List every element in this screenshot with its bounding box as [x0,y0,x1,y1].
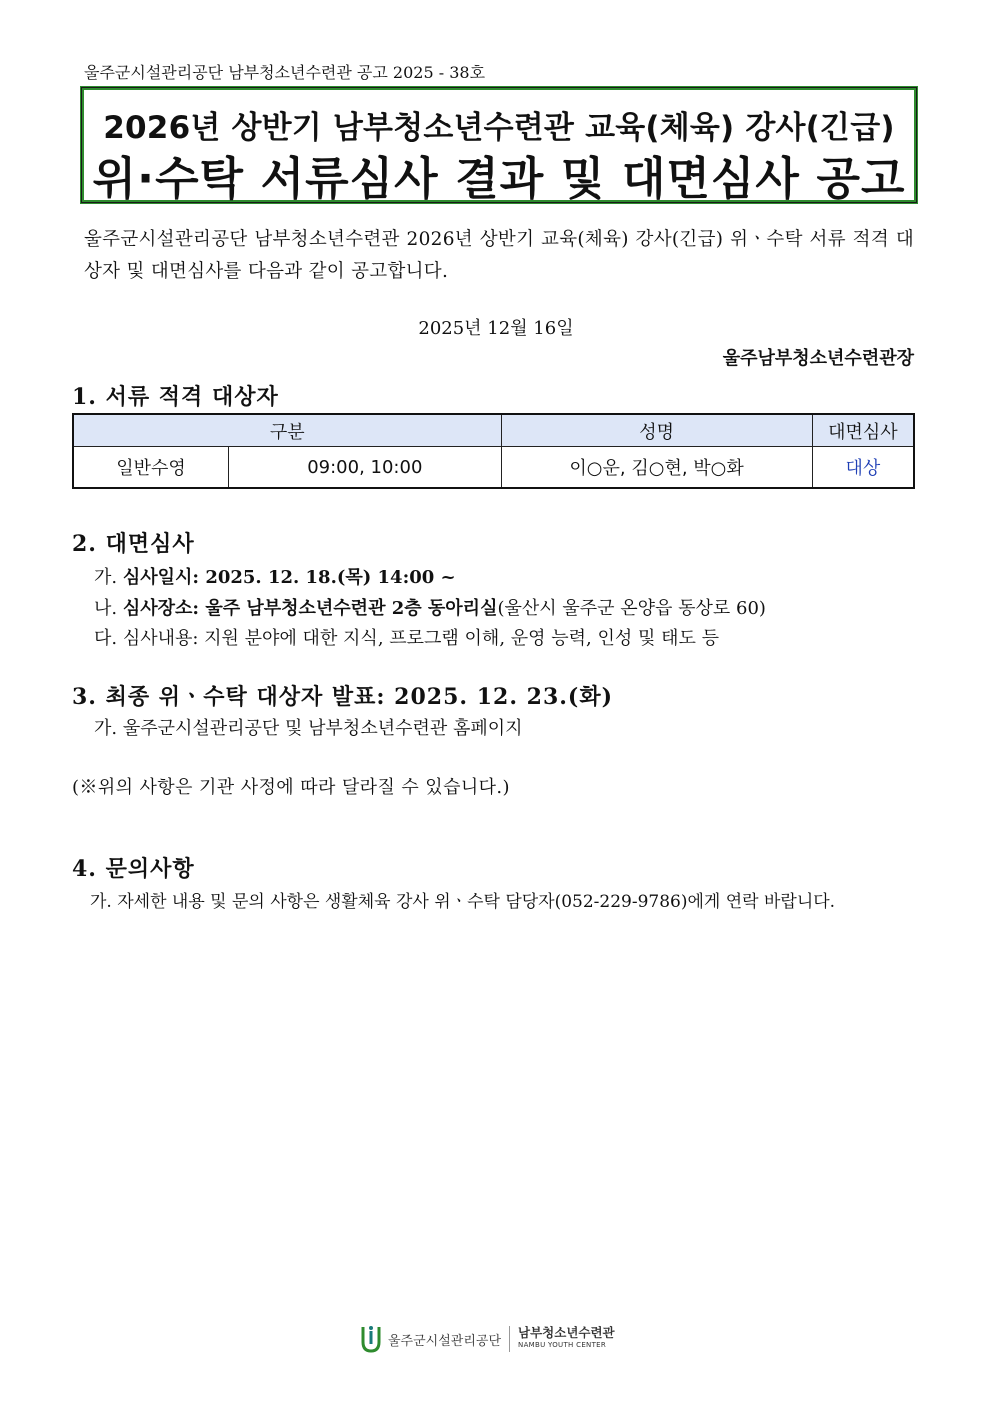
notice-number: 울주군시설관리공단 남부청소년수련관 공고 2025 - 38호 [84,63,486,82]
item-value: 2025. 12. 18.(목) 14:00 ~ [199,567,456,588]
item-label: 심사장소: [122,598,200,619]
interview-content: 다. 심사내용: 지원 분야에 대한 지식, 프로그램 이해, 운영 능력, 인성 및 태도 등 [94,628,719,649]
item-prefix: 나. [94,598,123,619]
announcement-channel: 가. 울주군시설관리공단 및 남부청소년수련관 홈페이지 [94,718,523,739]
header-name: 성명 [501,414,812,447]
footer-org2-block [518,1326,615,1352]
title-line-2: 위·수탁 서류심사 결과 및 대면심사 공고 [92,152,906,205]
interview-datetime [94,563,456,589]
result-table [72,413,915,489]
footer-logos [0,1324,992,1360]
footer-org2: 남부청소년수련관 [518,1325,615,1340]
section-1-heading: 1. 서류 적격 대상자 [72,384,279,410]
cell-interview-status: 대상 [812,447,914,489]
header-category: 구분 [73,414,501,447]
announcement-date: 2025년 12월 16일 [418,318,574,339]
cell-category: 일반수영 [73,447,229,489]
section-2-heading: 2. 대면심사 [72,531,195,557]
intro-paragraph: 울주군시설관리공단 남부청소년수련관 2026년 상반기 교육(체육) 강사(긴급) 위ㆍ수탁 서류 적격 대상자 및 대면심사를 다음과 같이 공고합니다. [84,229,914,282]
uljugun-facility-logo-icon [360,1324,382,1354]
footer-org2-en: NAMBU YOUTH CENTER [518,1341,607,1349]
item-value: 울주 남부청소년수련관 2층 동아리실 [199,598,498,619]
item-prefix: 가. [94,567,123,588]
table-row [73,447,914,489]
footer-org1: 울주군시설관리공단 [388,1333,502,1349]
interview-location [94,594,766,620]
issuer: 울주남부청소년수련관장 [722,348,914,369]
disclaimer-note: (※위의 사항은 기관 사정에 따라 달라질 수 있습니다.) [72,777,510,798]
section-3-heading: 3. 최종 위ㆍ수탁 대상자 발표: 2025. 12. 23.(화) [72,684,613,710]
inquiry-item: 가. 자세한 내용 및 문의 사항은 생활체육 강사 위ㆍ수탁 담당자(052-229-9786)에게 연락 바랍니다. [90,892,836,912]
footer-divider [509,1326,510,1352]
header-interview: 대면심사 [812,414,914,447]
logo-group [360,1324,615,1354]
title-box [80,86,918,204]
cell-names: 이○운, 김○현, 박○화 [501,447,812,489]
title-line-1: 2026년 상반기 남부청소년수련관 교육(체육) 강사(긴급) [103,110,895,146]
item-address: (울산시 울주군 온양읍 동상로 60) [497,598,766,619]
section-4-heading: 4. 문의사항 [72,856,195,882]
item-label: 심사일시: [122,567,200,588]
table-header-row [73,414,914,447]
cell-time: 09:00, 10:00 [229,447,501,489]
